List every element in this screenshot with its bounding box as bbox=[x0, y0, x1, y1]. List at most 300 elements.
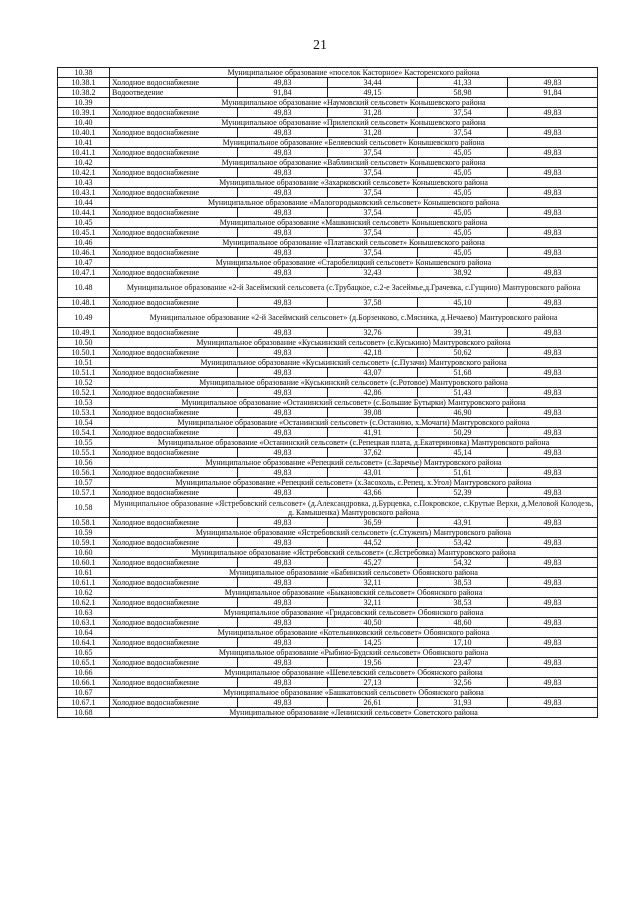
tariff-value: 49,83 bbox=[238, 698, 328, 708]
tariff-value: 49,83 bbox=[508, 578, 598, 588]
tariff-value: 41,33 bbox=[418, 78, 508, 88]
service-name: Холодное водоснабжение bbox=[110, 208, 238, 218]
tariff-value: 45,10 bbox=[418, 298, 508, 308]
tariff-value: 32,11 bbox=[328, 598, 418, 608]
tariff-value: 23,47 bbox=[418, 658, 508, 668]
tariff-row bbox=[58, 78, 598, 88]
row-code: 10.52 bbox=[58, 378, 110, 388]
tariff-value: 49,83 bbox=[238, 558, 328, 568]
municipality-name: Муниципальное образование «Ястребовский сельсовет» (с.Ястребовка) Мантуровского района bbox=[110, 548, 598, 558]
tariff-value: 49,83 bbox=[238, 488, 328, 498]
row-code: 10.57 bbox=[58, 478, 110, 488]
row-code: 10.52.1 bbox=[58, 388, 110, 398]
row-code: 10.55.1 bbox=[58, 448, 110, 458]
row-code: 10.40.1 bbox=[58, 128, 110, 138]
service-name: Холодное водоснабжение bbox=[110, 328, 238, 338]
tariff-row bbox=[58, 368, 598, 378]
municipality-row bbox=[58, 378, 598, 388]
tariff-row bbox=[58, 448, 598, 458]
tariff-value: 49,83 bbox=[238, 658, 328, 668]
row-code: 10.62 bbox=[58, 588, 110, 598]
row-code: 10.67.1 bbox=[58, 698, 110, 708]
municipality-row bbox=[58, 648, 598, 658]
service-name: Холодное водоснабжение bbox=[110, 108, 238, 118]
service-name: Холодное водоснабжение bbox=[110, 698, 238, 708]
row-code: 10.53 bbox=[58, 398, 110, 408]
service-name: Холодное водоснабжение bbox=[110, 188, 238, 198]
row-code: 10.41.1 bbox=[58, 148, 110, 158]
tariff-value: 39,08 bbox=[328, 408, 418, 418]
row-code: 10.67 bbox=[58, 688, 110, 698]
row-code: 10.58.1 bbox=[58, 518, 110, 528]
tariff-value: 37,54 bbox=[328, 228, 418, 238]
service-name: Холодное водоснабжение bbox=[110, 408, 238, 418]
municipality-row bbox=[58, 608, 598, 618]
tariff-value: 17,10 bbox=[418, 638, 508, 648]
tariff-value: 49,83 bbox=[238, 248, 328, 258]
tariff-row bbox=[58, 348, 598, 358]
tariff-value: 14,25 bbox=[328, 638, 418, 648]
row-code: 10.64 bbox=[58, 628, 110, 638]
tariff-value: 42,86 bbox=[328, 388, 418, 398]
municipality-row bbox=[58, 438, 598, 448]
tariff-value: 49,83 bbox=[238, 108, 328, 118]
municipality-name: Муниципальное образование «Захарковский сельсовет» Конышевского района bbox=[110, 178, 598, 188]
tariff-value: 26,61 bbox=[328, 698, 418, 708]
row-code: 10.38 bbox=[58, 68, 110, 78]
municipality-row bbox=[58, 708, 598, 718]
municipality-name: Муниципальное образование «Рыбино-Будский сельсовет» Обоянского района bbox=[110, 648, 598, 658]
tariff-value: 37,54 bbox=[418, 108, 508, 118]
tariff-value: 32,43 bbox=[328, 268, 418, 278]
tariff-row bbox=[58, 388, 598, 398]
municipality-row bbox=[58, 138, 598, 148]
tariff-value: 49,83 bbox=[508, 348, 598, 358]
municipality-name: Муниципальное образование «Останинский сельсовет» (с.Большие Бутырки) Мантуровского района bbox=[110, 398, 598, 408]
row-code: 10.48 bbox=[58, 278, 110, 298]
row-code: 10.61 bbox=[58, 568, 110, 578]
tariff-value: 49,83 bbox=[238, 228, 328, 238]
tariff-row bbox=[58, 618, 598, 628]
tariff-value: 38,53 bbox=[418, 578, 508, 588]
tariff-value: 49,15 bbox=[328, 88, 418, 98]
row-code: 10.48.1 bbox=[58, 298, 110, 308]
tariff-row bbox=[58, 678, 598, 688]
row-code: 10.38.2 bbox=[58, 88, 110, 98]
service-name: Холодное водоснабжение bbox=[110, 518, 238, 528]
municipality-row bbox=[58, 688, 598, 698]
tariff-value: 42,18 bbox=[328, 348, 418, 358]
tariff-value: 49,83 bbox=[508, 168, 598, 178]
tariff-value: 37,54 bbox=[328, 248, 418, 258]
service-name: Холодное водоснабжение bbox=[110, 368, 238, 378]
row-code: 10.62.1 bbox=[58, 598, 110, 608]
municipality-row bbox=[58, 158, 598, 168]
row-code: 10.54 bbox=[58, 418, 110, 428]
tariff-value: 49,83 bbox=[508, 78, 598, 88]
tariff-value: 49,83 bbox=[238, 188, 328, 198]
row-code: 10.39 bbox=[58, 98, 110, 108]
tariff-value: 49,83 bbox=[508, 558, 598, 568]
tariff-value: 45,05 bbox=[418, 228, 508, 238]
row-code: 10.57.1 bbox=[58, 488, 110, 498]
row-code: 10.44.1 bbox=[58, 208, 110, 218]
tariff-value: 38,53 bbox=[418, 598, 508, 608]
row-code: 10.51.1 bbox=[58, 368, 110, 378]
tariff-value: 32,56 bbox=[418, 678, 508, 688]
tariff-value: 45,05 bbox=[418, 248, 508, 258]
service-name: Холодное водоснабжение bbox=[110, 168, 238, 178]
tariff-value: 31,28 bbox=[328, 128, 418, 138]
municipality-name: Муниципальное образование «Ваблинский сельсовет» Конышевского района bbox=[110, 158, 598, 168]
municipality-row bbox=[58, 238, 598, 248]
tariff-value: 34,44 bbox=[328, 78, 418, 88]
municipality-name: Муниципальное образование «Платавский сельсовет» Конышевского района bbox=[110, 238, 598, 248]
municipality-name: Муниципальное образование «Куськинский сельсовет» (с.Ротовое) Мантуровского района bbox=[110, 378, 598, 388]
tariff-row bbox=[58, 578, 598, 588]
municipality-row bbox=[58, 498, 598, 518]
tariff-value: 49,83 bbox=[508, 108, 598, 118]
service-name: Холодное водоснабжение bbox=[110, 488, 238, 498]
tariff-value: 45,05 bbox=[418, 208, 508, 218]
tariff-value: 49,83 bbox=[508, 148, 598, 158]
tariff-value: 49,83 bbox=[238, 268, 328, 278]
municipality-row bbox=[58, 568, 598, 578]
row-code: 10.47 bbox=[58, 258, 110, 268]
row-code: 10.47.1 bbox=[58, 268, 110, 278]
municipality-name: Муниципальное образование «Котельниковский сельсовет» Обоянского района bbox=[110, 628, 598, 638]
row-code: 10.42 bbox=[58, 158, 110, 168]
tariff-row bbox=[58, 168, 598, 178]
municipality-row bbox=[58, 178, 598, 188]
tariff-value: 49,83 bbox=[238, 168, 328, 178]
tariff-value: 37,54 bbox=[418, 128, 508, 138]
tariff-value: 49,83 bbox=[508, 268, 598, 278]
tariff-value: 52,39 bbox=[418, 488, 508, 498]
service-name: Холодное водоснабжение bbox=[110, 468, 238, 478]
tariff-value: 49,83 bbox=[508, 228, 598, 238]
row-code: 10.63 bbox=[58, 608, 110, 618]
service-name: Холодное водоснабжение bbox=[110, 388, 238, 398]
municipality-row bbox=[58, 118, 598, 128]
tariff-value: 49,83 bbox=[238, 298, 328, 308]
municipality-row bbox=[58, 458, 598, 468]
tariff-row bbox=[58, 638, 598, 648]
municipality-row bbox=[58, 358, 598, 368]
tariff-value: 37,58 bbox=[328, 298, 418, 308]
row-code: 10.45.1 bbox=[58, 228, 110, 238]
tariff-row bbox=[58, 248, 598, 258]
tariff-value: 39,31 bbox=[418, 328, 508, 338]
row-code: 10.66 bbox=[58, 668, 110, 678]
tariff-row bbox=[58, 108, 598, 118]
tariff-row bbox=[58, 88, 598, 98]
row-code: 10.63.1 bbox=[58, 618, 110, 628]
service-name: Холодное водоснабжение bbox=[110, 228, 238, 238]
tariff-value: 31,93 bbox=[418, 698, 508, 708]
tariff-table bbox=[57, 67, 598, 718]
municipality-name: Муниципальное образование «Шевелевский сельсовет» Обоянского района bbox=[110, 668, 598, 678]
row-code: 10.60.1 bbox=[58, 558, 110, 568]
row-code: 10.64.1 bbox=[58, 638, 110, 648]
service-name: Холодное водоснабжение bbox=[110, 448, 238, 458]
tariff-value: 45,05 bbox=[418, 168, 508, 178]
tariff-value: 44,52 bbox=[328, 538, 418, 548]
service-name: Холодное водоснабжение bbox=[110, 348, 238, 358]
municipality-name: Муниципальное образование «2-й Засеймский сельсовета (с.Трубацкое, с.2-е Засеймье,д.Грачевка, с.Гущино) Мантуровского района bbox=[110, 278, 598, 298]
tariff-value: 51,68 bbox=[418, 368, 508, 378]
municipality-name: Муниципальное образование «Быкановский сельсовет» Обоянского района bbox=[110, 588, 598, 598]
municipality-name: Муниципальное образование «Гридасовский сельсовет» Обоянского района bbox=[110, 608, 598, 618]
tariff-value: 49,83 bbox=[238, 598, 328, 608]
tariff-value: 45,05 bbox=[418, 188, 508, 198]
tariff-value: 49,83 bbox=[508, 698, 598, 708]
tariff-value: 49,83 bbox=[508, 678, 598, 688]
tariff-row bbox=[58, 698, 598, 708]
tariff-value: 49,83 bbox=[508, 598, 598, 608]
tariff-value: 91,84 bbox=[238, 88, 328, 98]
tariff-value: 49,83 bbox=[238, 428, 328, 438]
tariff-value: 50,62 bbox=[418, 348, 508, 358]
tariff-value: 49,83 bbox=[238, 128, 328, 138]
tariff-row bbox=[58, 208, 598, 218]
tariff-value: 51,61 bbox=[418, 468, 508, 478]
municipality-row bbox=[58, 418, 598, 428]
row-code: 10.41 bbox=[58, 138, 110, 148]
tariff-value: 45,14 bbox=[418, 448, 508, 458]
service-name: Холодное водоснабжение bbox=[110, 78, 238, 88]
municipality-row bbox=[58, 98, 598, 108]
row-code: 10.51 bbox=[58, 358, 110, 368]
service-name: Холодное водоснабжение bbox=[110, 578, 238, 588]
tariff-value: 49,83 bbox=[238, 538, 328, 548]
service-name: Холодное водоснабжение bbox=[110, 598, 238, 608]
tariff-value: 32,11 bbox=[328, 578, 418, 588]
page-number: 21 bbox=[313, 38, 327, 53]
service-name: Холодное водоснабжение bbox=[110, 678, 238, 688]
service-name: Холодное водоснабжение bbox=[110, 248, 238, 258]
tariff-value: 37,54 bbox=[328, 188, 418, 198]
row-code: 10.59.1 bbox=[58, 538, 110, 548]
tariff-row bbox=[58, 518, 598, 528]
row-code: 10.58 bbox=[58, 498, 110, 518]
municipality-row bbox=[58, 258, 598, 268]
row-code: 10.56.1 bbox=[58, 468, 110, 478]
row-code: 10.45 bbox=[58, 218, 110, 228]
tariff-row bbox=[58, 428, 598, 438]
tariff-value: 31,28 bbox=[328, 108, 418, 118]
row-code: 10.38.1 bbox=[58, 78, 110, 88]
tariff-value: 49,83 bbox=[508, 208, 598, 218]
tariff-value: 49,83 bbox=[508, 518, 598, 528]
municipality-name: Муниципальное образование «Беляевский сельсовет» Конышевского района bbox=[110, 138, 598, 148]
row-code: 10.56 bbox=[58, 458, 110, 468]
row-code: 10.53.1 bbox=[58, 408, 110, 418]
tariff-value: 91,84 bbox=[508, 88, 598, 98]
municipality-row bbox=[58, 338, 598, 348]
tariff-value: 49,83 bbox=[238, 78, 328, 88]
tariff-value: 49,83 bbox=[238, 348, 328, 358]
tariff-row bbox=[58, 298, 598, 308]
row-code: 10.61.1 bbox=[58, 578, 110, 588]
service-name: Холодное водоснабжение bbox=[110, 538, 238, 548]
municipality-name: Муниципальное образование «Останинский сельсовет» (с.Останино, х.Мочаги) Мантуровского района bbox=[110, 418, 598, 428]
tariff-value: 48,60 bbox=[418, 618, 508, 628]
row-code: 10.59 bbox=[58, 528, 110, 538]
municipality-name: Муниципальное образование «Ястребовский сельсовет» (д.Александровка, д.Бурцевка, с.Покровское, с.Крутые Верхи, д.Меловой Колодезь, д. Камышенка) Мантуровского района bbox=[110, 498, 598, 518]
tariff-value: 38,92 bbox=[418, 268, 508, 278]
row-code: 10.39.1 bbox=[58, 108, 110, 118]
row-code: 10.50.1 bbox=[58, 348, 110, 358]
tariff-value: 49,83 bbox=[238, 518, 328, 528]
tariff-value: 49,83 bbox=[508, 128, 598, 138]
tariff-value: 36,59 bbox=[328, 518, 418, 528]
municipality-name: Муниципальное образование «Бабинский сельсовет» Обоянского района bbox=[110, 568, 598, 578]
row-code: 10.66.1 bbox=[58, 678, 110, 688]
row-code: 10.46.1 bbox=[58, 248, 110, 258]
municipality-row bbox=[58, 218, 598, 228]
tariff-value: 43,66 bbox=[328, 488, 418, 498]
tariff-value: 49,83 bbox=[238, 618, 328, 628]
municipality-row bbox=[58, 308, 598, 328]
service-name: Холодное водоснабжение bbox=[110, 658, 238, 668]
tariff-value: 19,56 bbox=[328, 658, 418, 668]
service-name: Холодное водоснабжение bbox=[110, 268, 238, 278]
tariff-value: 37,62 bbox=[328, 448, 418, 458]
tariff-value: 49,83 bbox=[238, 468, 328, 478]
row-code: 10.65.1 bbox=[58, 658, 110, 668]
tariff-value: 49,83 bbox=[508, 328, 598, 338]
tariff-value: 54,32 bbox=[418, 558, 508, 568]
service-name: Холодное водоснабжение bbox=[110, 298, 238, 308]
tariff-value: 49,83 bbox=[508, 298, 598, 308]
service-name: Холодное водоснабжение bbox=[110, 128, 238, 138]
row-code: 10.60 bbox=[58, 548, 110, 558]
tariff-value: 32,76 bbox=[328, 328, 418, 338]
tariff-value: 49,83 bbox=[508, 388, 598, 398]
municipality-name: Муниципальное образование «Старобелицкий сельсовет» Конышевского района bbox=[110, 258, 598, 268]
tariff-value: 49,83 bbox=[238, 448, 328, 458]
service-name: Холодное водоснабжение bbox=[110, 148, 238, 158]
tariff-row bbox=[58, 468, 598, 478]
row-code: 10.55 bbox=[58, 438, 110, 448]
tariff-value: 49,83 bbox=[238, 578, 328, 588]
row-code: 10.49.1 bbox=[58, 328, 110, 338]
tariff-row bbox=[58, 658, 598, 668]
service-name: Холодное водоснабжение bbox=[110, 428, 238, 438]
row-code: 10.43.1 bbox=[58, 188, 110, 198]
row-code: 10.40 bbox=[58, 118, 110, 128]
tariff-value: 49,83 bbox=[508, 658, 598, 668]
tariff-value: 43,01 bbox=[328, 468, 418, 478]
row-code: 10.68 bbox=[58, 708, 110, 718]
tariff-value: 49,83 bbox=[508, 188, 598, 198]
tariff-value: 46,90 bbox=[418, 408, 508, 418]
row-code: 10.43 bbox=[58, 178, 110, 188]
tariff-value: 49,83 bbox=[508, 488, 598, 498]
municipality-row bbox=[58, 628, 598, 638]
tariff-value: 49,83 bbox=[238, 638, 328, 648]
municipality-name: Муниципальное образование «Ленинский сельсовет» Советского района bbox=[110, 708, 598, 718]
tariff-row bbox=[58, 538, 598, 548]
tariff-value: 43,91 bbox=[418, 518, 508, 528]
tariff-row bbox=[58, 128, 598, 138]
tariff-value: 51,43 bbox=[418, 388, 508, 398]
tariff-value: 37,54 bbox=[328, 168, 418, 178]
municipality-name: Муниципальное образование «Прилепский сельсовет» Конышевского района bbox=[110, 118, 598, 128]
tariff-value: 49,83 bbox=[508, 468, 598, 478]
tariff-value: 49,83 bbox=[238, 388, 328, 398]
row-code: 10.46 bbox=[58, 238, 110, 248]
municipality-name: Муниципальное образование «поселок Касторное» Касторенского района bbox=[110, 68, 598, 78]
municipality-name: Муниципальное образование «Куськинский сельсовет» (с.Куськино) Мантуровского района bbox=[110, 338, 598, 348]
municipality-row bbox=[58, 398, 598, 408]
tariff-value: 49,83 bbox=[508, 428, 598, 438]
municipality-name: Муниципальное образование «Наумовский сельсовет» Конышевского района bbox=[110, 98, 598, 108]
tariff-row bbox=[58, 408, 598, 418]
municipality-name: Муниципальное образование «Репецкий сельсовет» (х.Засохоль, с.Репец, х.Угол) Мантуровского района bbox=[110, 478, 598, 488]
tariff-value: 43,07 bbox=[328, 368, 418, 378]
tariff-row bbox=[58, 148, 598, 158]
municipality-row bbox=[58, 588, 598, 598]
tariff-value: 45,27 bbox=[328, 558, 418, 568]
tariff-value: 49,83 bbox=[508, 638, 598, 648]
municipality-row bbox=[58, 478, 598, 488]
row-code: 10.54.1 bbox=[58, 428, 110, 438]
row-code: 10.44 bbox=[58, 198, 110, 208]
municipality-row bbox=[58, 278, 598, 298]
tariff-value: 41,91 bbox=[328, 428, 418, 438]
tariff-row bbox=[58, 558, 598, 568]
tariff-value: 37,54 bbox=[328, 208, 418, 218]
tariff-row bbox=[58, 328, 598, 338]
tariff-value: 49,83 bbox=[508, 618, 598, 628]
row-code: 10.49 bbox=[58, 308, 110, 328]
tariff-row bbox=[58, 268, 598, 278]
tariff-value: 49,83 bbox=[508, 538, 598, 548]
tariff-value: 49,83 bbox=[238, 328, 328, 338]
municipality-row bbox=[58, 668, 598, 678]
row-code: 10.50 bbox=[58, 338, 110, 348]
service-name: Холодное водоснабжение bbox=[110, 618, 238, 628]
service-name: Холодное водоснабжение bbox=[110, 638, 238, 648]
tariff-row bbox=[58, 598, 598, 608]
service-name: Холодное водоснабжение bbox=[110, 558, 238, 568]
tariff-value: 49,83 bbox=[238, 408, 328, 418]
tariff-value: 50,29 bbox=[418, 428, 508, 438]
row-code: 10.65 bbox=[58, 648, 110, 658]
tariff-row bbox=[58, 488, 598, 498]
tariff-value: 49,83 bbox=[238, 678, 328, 688]
service-name: Водоотведение bbox=[110, 88, 238, 98]
municipality-row bbox=[58, 548, 598, 558]
tariff-value: 49,83 bbox=[508, 408, 598, 418]
municipality-name: Муниципальное образование «Машкинский сельсовет» Конышевского района bbox=[110, 218, 598, 228]
tariff-value: 45,05 bbox=[418, 148, 508, 158]
municipality-name: Муниципальное образование «2-й Засеймский сельсовет» (д.Борзенково, с.Мясникa, д.Нечаево) Мантуровского района bbox=[110, 308, 598, 328]
municipality-name: Муниципальное образование «Малогородьковский сельсовет» Конышевского района bbox=[110, 198, 598, 208]
tariff-value: 53,42 bbox=[418, 538, 508, 548]
tariff-value: 37,54 bbox=[328, 148, 418, 158]
municipality-name: Муниципальное образование «Репецкий сельсовет» (с.Заречье) Мантуровского района bbox=[110, 458, 598, 468]
municipality-name: Муниципальное образование «Куськинский сельсовет» (с.Пузачи) Мантуровского района bbox=[110, 358, 598, 368]
tariff-value: 27,13 bbox=[328, 678, 418, 688]
tariff-value: 49,83 bbox=[238, 208, 328, 218]
tariff-value: 58,98 bbox=[418, 88, 508, 98]
tariff-value: 40,50 bbox=[328, 618, 418, 628]
tariff-row bbox=[58, 228, 598, 238]
municipality-name: Муниципальное образование «Башкатовский сельсовет» Обоянского района bbox=[110, 688, 598, 698]
